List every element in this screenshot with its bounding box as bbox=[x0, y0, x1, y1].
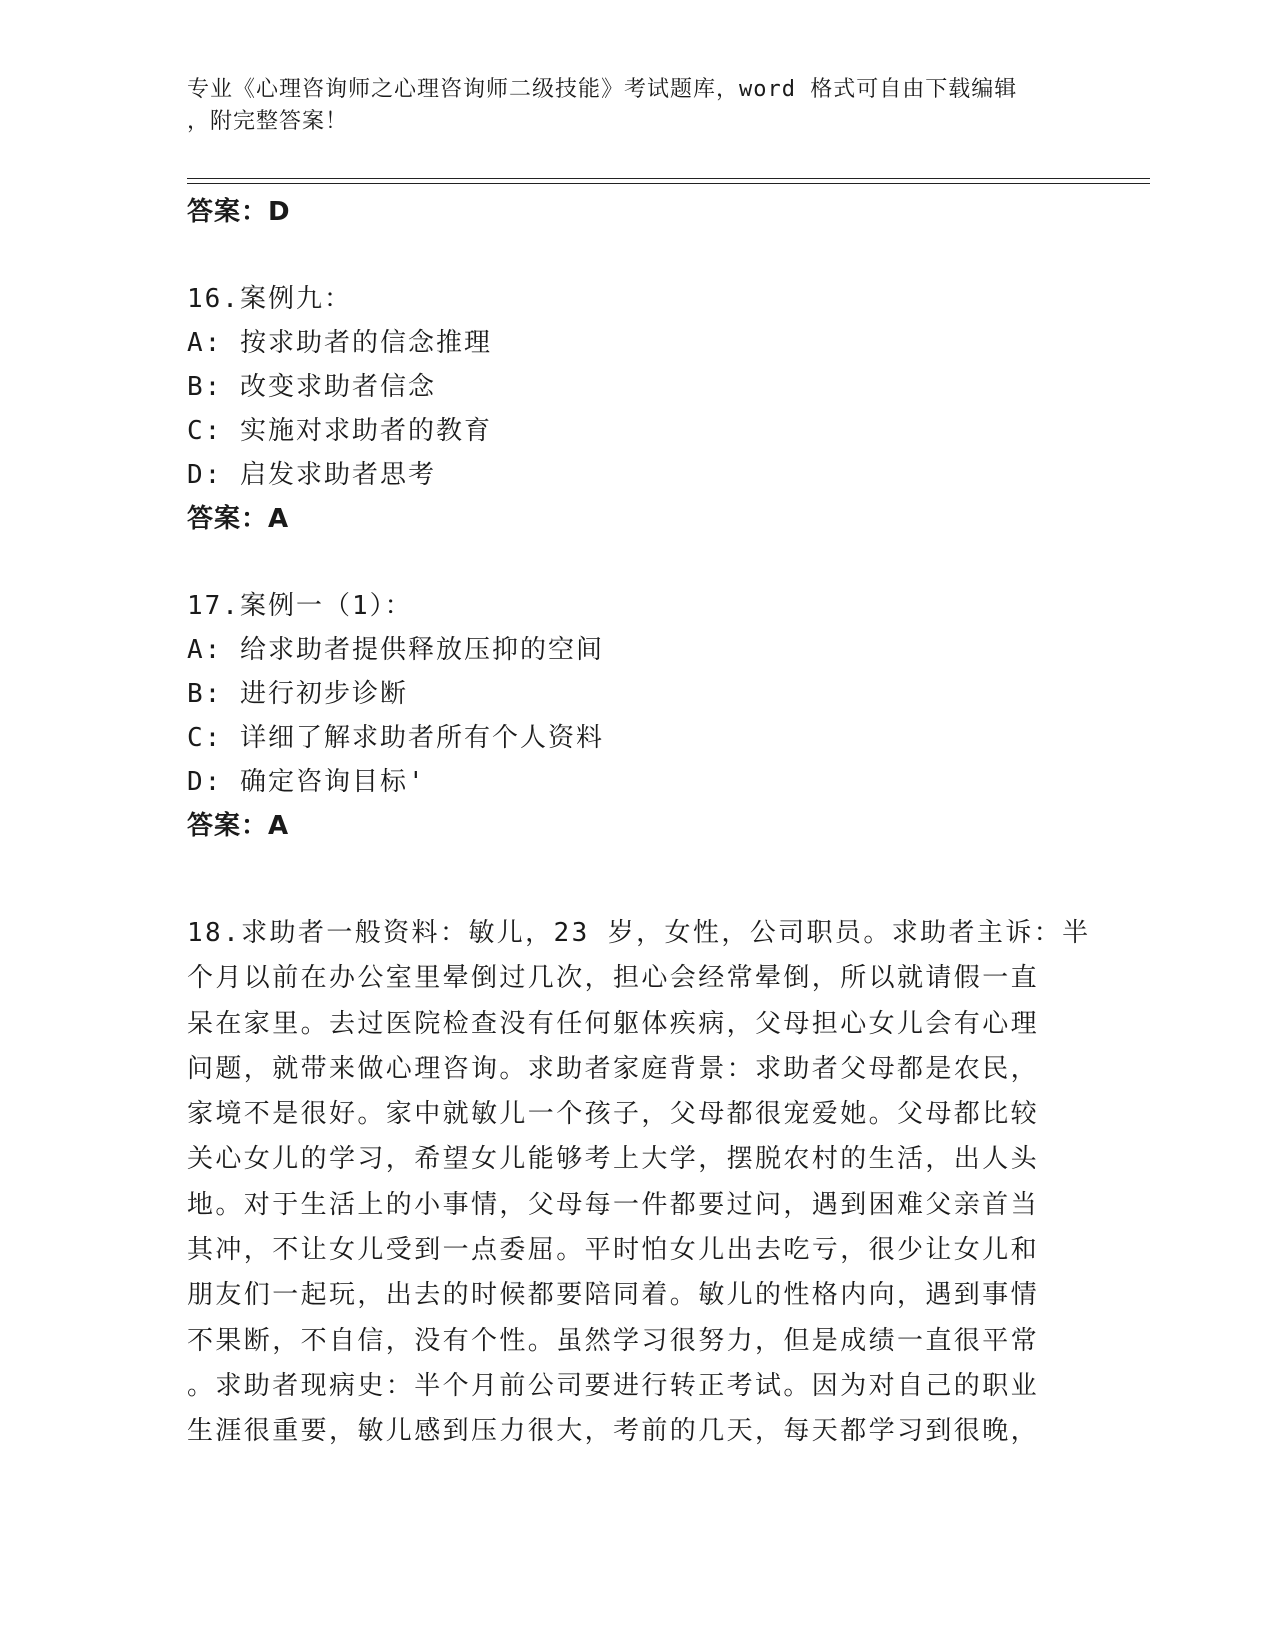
question-17-option-a: A: 给求助者提供释放压抑的空间 bbox=[187, 635, 604, 665]
paragraph-line: 呆在家里。去过医院检查没有任何躯体疾病，父母担心女儿会有心理 bbox=[187, 1008, 1040, 1039]
paragraph-line: 。求助者现病史：半个月前公司要进行转正考试。因为对自己的职业 bbox=[187, 1370, 1040, 1401]
header-divider-bottom bbox=[187, 183, 1150, 184]
question-16-stem: 16.案例九： bbox=[187, 284, 352, 314]
header-line-1: 专业《心理咨询师之心理咨询师二级技能》考试题库，word 格式可自由下载编辑 bbox=[187, 77, 1018, 102]
question-17-option-d: D: 确定咨询目标' bbox=[187, 767, 426, 797]
header-line-2: ，附完整答案！ bbox=[187, 109, 349, 134]
paragraph-line: 朋友们一起玩，出去的时候都要陪同着。敏儿的性格内向，遇到事情 bbox=[187, 1280, 1040, 1311]
paragraph-line: 个月以前在办公室里晕倒过几次，担心会经常晕倒，所以就请假一直 bbox=[187, 963, 1040, 994]
paragraph-line: 家境不是很好。家中就敏儿一个孩子，父母都很宠爱她。父母都比较 bbox=[187, 1099, 1040, 1130]
question-17-stem: 17.案例一（1）： bbox=[187, 591, 413, 621]
question-17-option-b: B: 进行初步诊断 bbox=[187, 679, 408, 709]
question-18-case-text bbox=[187, 911, 1091, 1455]
question-16-option-d: D: 启发求助者思考 bbox=[187, 460, 436, 490]
paragraph-line: 不果断，不自信，没有个性。虽然学习很努力，但是成绩一直很平常 bbox=[187, 1325, 1040, 1356]
paragraph-line: 其冲，不让女儿受到一点委屈。平时怕女儿出去吃亏，很少让女儿和 bbox=[187, 1235, 1040, 1266]
paragraph-line: 问题，就带来做心理咨询。求助者家庭背景：求助者父母都是农民， bbox=[187, 1053, 1040, 1084]
paragraph-line: 18.求助者一般资料：敏儿，23 岁，女性，公司职员。求助者主诉：半 bbox=[187, 918, 1091, 948]
document-header bbox=[187, 74, 1087, 138]
question-16-option-b: B: 改变求助者信念 bbox=[187, 372, 436, 402]
question-17-option-c: C: 详细了解求助者所有个人资料 bbox=[187, 723, 604, 753]
paragraph-line: 地。对于生活上的小事情，父母每一件都要过问，遇到困难父亲首当 bbox=[187, 1189, 1040, 1220]
question-17-answer: 答案：A bbox=[187, 811, 290, 841]
paragraph-line: 生涯很重要，敏儿感到压力很大，考前的几天，每天都学习到很晚， bbox=[187, 1416, 1040, 1447]
header-divider-top bbox=[187, 178, 1150, 179]
answer-previous: 答案：D bbox=[187, 197, 291, 227]
paragraph-line: 关心女儿的学习，希望女儿能够考上大学，摆脱农村的生活，出人头 bbox=[187, 1144, 1040, 1175]
question-16-answer: 答案：A bbox=[187, 504, 290, 534]
question-16-option-c: C: 实施对求助者的教育 bbox=[187, 416, 492, 446]
question-16-option-a: A: 按求助者的信念推理 bbox=[187, 328, 492, 358]
